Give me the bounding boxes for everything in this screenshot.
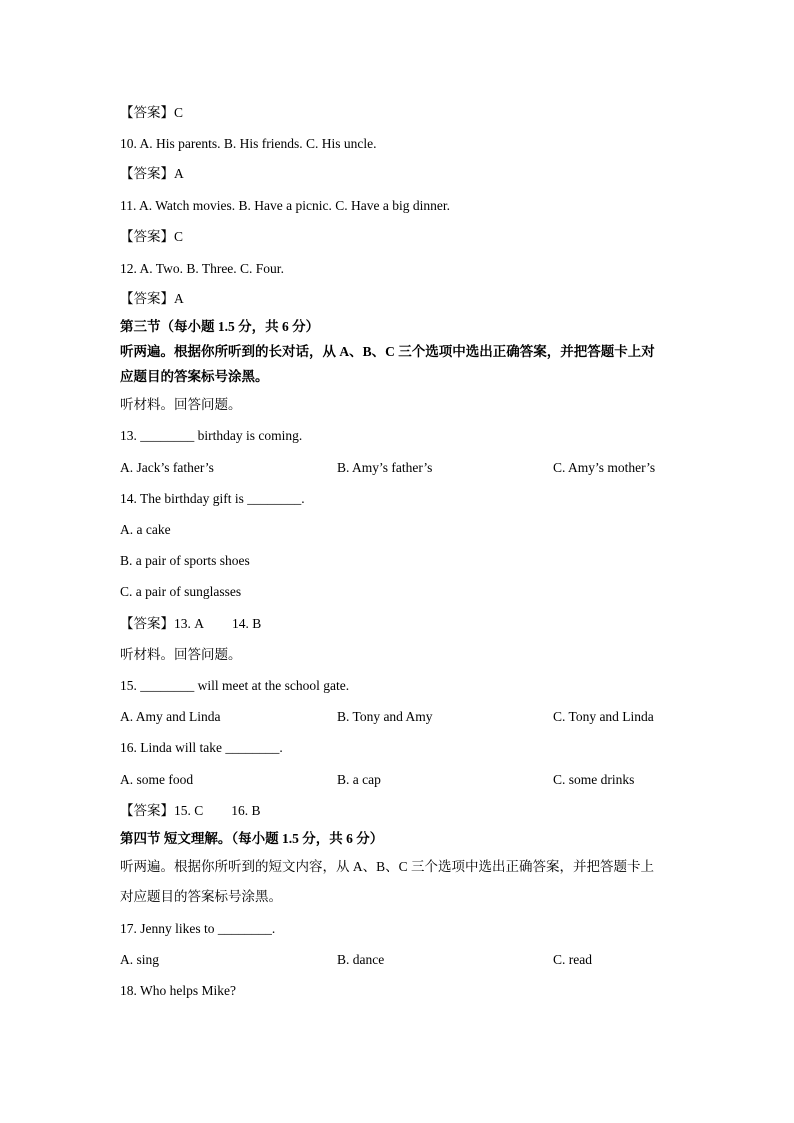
section-4-instructions-line-2: 对应题目的答案标号涂黑。 xyxy=(120,889,282,904)
question-14-option-a: A. a cake xyxy=(120,522,171,537)
question-15-option-b: B. Tony and Amy xyxy=(337,709,433,724)
section-4-title: 第四节 短文理解。（每小题 1.5 分，共 6 分） xyxy=(120,831,384,846)
answer-line-9: 【答案】C xyxy=(120,105,184,120)
question-16-option-b: B. a cap xyxy=(337,772,381,787)
answer-16: 16. B xyxy=(231,803,261,818)
question-14-option-b: B. a pair of sports shoes xyxy=(120,553,250,568)
answer-line-13-14 xyxy=(120,615,261,633)
section-3-title: 第三节（每小题 1.5 分，共 6 分） xyxy=(120,319,320,334)
question-17: 17. Jenny likes to ________. xyxy=(120,921,276,936)
question-13: 13. ________ birthday is coming. xyxy=(120,428,303,443)
question-11: 11. A. Watch movies. B. Have a picnic. C. Have a big dinner. xyxy=(120,198,450,213)
listen-prompt-1: 听材料。回答问题。 xyxy=(120,397,242,412)
listen-prompt-2: 听材料。回答问题。 xyxy=(120,647,242,662)
answer-line-11: 【答案】C xyxy=(120,229,184,244)
section-3-instructions-line-2: 应题目的答案标号涂黑。 xyxy=(120,369,269,384)
question-12: 12. A. Two. B. Three. C. Four. xyxy=(120,261,284,276)
answer-line-12: 【答案】A xyxy=(120,291,184,306)
question-15-option-c: C. Tony and Linda xyxy=(553,709,654,724)
question-16-option-a: A. some food xyxy=(120,772,194,787)
section-4-instructions-line-1: 听两遍。根据你所听到的短文内容，从 A、B、C 三个选项中选出正确答案，并把答题卡上 xyxy=(120,859,655,874)
question-10: 10. A. His parents. B. His friends. C. His uncle. xyxy=(120,136,377,151)
question-14-option-c: C. a pair of sunglasses xyxy=(120,584,242,599)
answer-line-10: 【答案】A xyxy=(120,166,184,181)
question-13-option-c: C. Amy’s mother’s xyxy=(553,460,656,475)
question-13-option-b: B. Amy’s father’s xyxy=(337,460,433,475)
answer-14: 14. B xyxy=(232,616,262,631)
question-16: 16. Linda will take ________. xyxy=(120,740,283,755)
question-13-option-a: A. Jack’s father’s xyxy=(120,460,214,475)
question-15: 15. ________ will meet at the school gate. xyxy=(120,678,350,693)
question-17-option-a: A. sing xyxy=(120,952,160,967)
question-15-option-a: A. Amy and Linda xyxy=(120,709,221,724)
question-18: 18. Who helps Mike? xyxy=(120,983,236,998)
answer-13: 【答案】13. A xyxy=(120,616,204,631)
section-3-instructions-line-1: 听两遍。根据你所听到的长对话，从 A、B、C 三个选项中选出正确答案，并把答题卡上对 xyxy=(120,344,655,359)
question-14: 14. The birthday gift is ________. xyxy=(120,491,305,506)
question-17-option-c: C. read xyxy=(553,952,592,967)
answer-15: 【答案】15. C xyxy=(120,803,204,818)
answer-line-15-16 xyxy=(120,802,261,820)
question-16-option-c: C. some drinks xyxy=(553,772,635,787)
question-17-option-b: B. dance xyxy=(337,952,385,967)
